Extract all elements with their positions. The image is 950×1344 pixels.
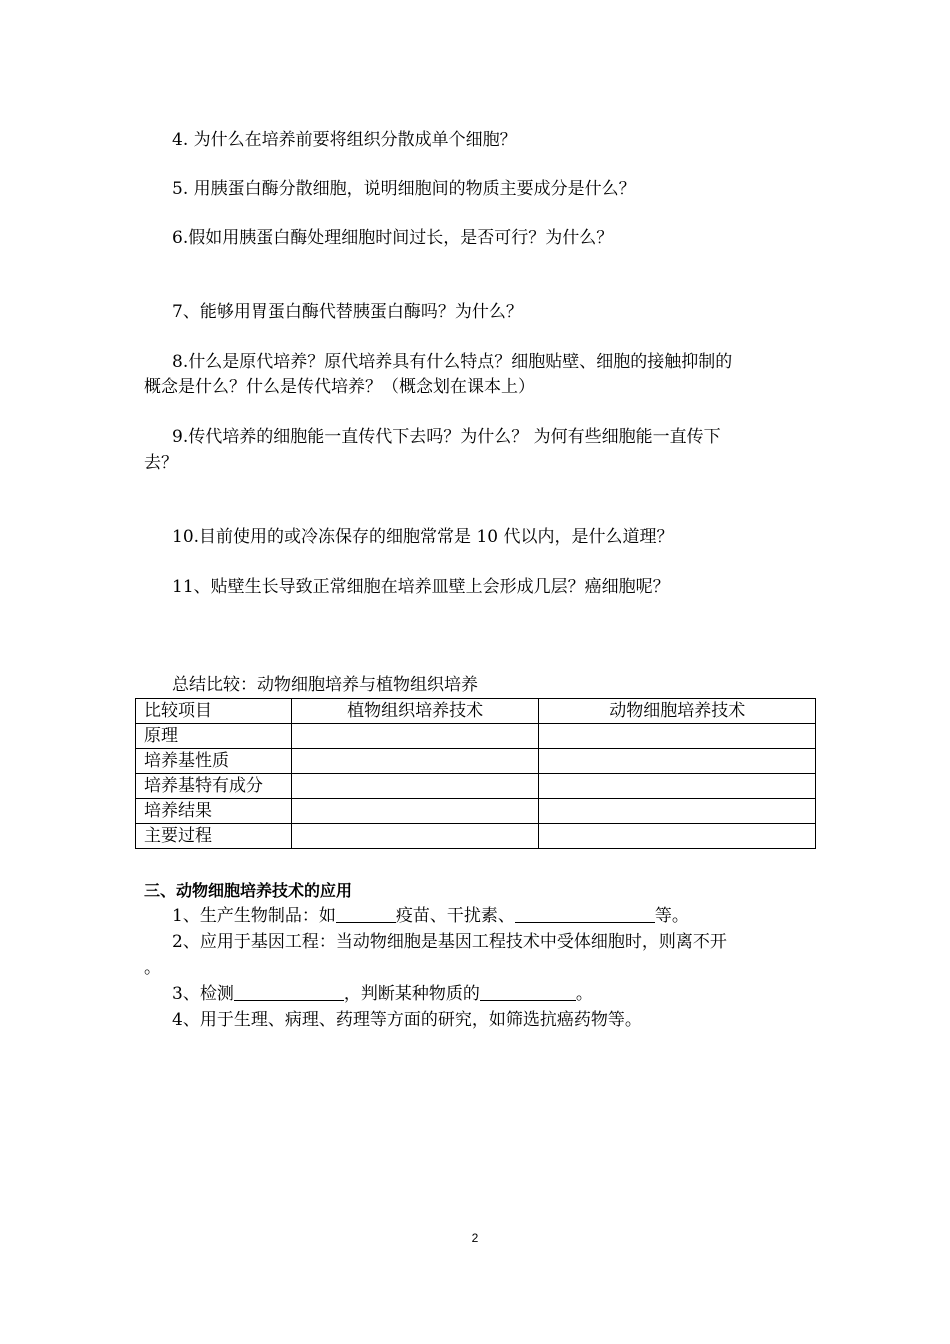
item1-text-b: 疫苗、干扰素、 xyxy=(395,906,515,926)
item1-text-a: 1、生产生物制品：如 xyxy=(172,906,336,926)
blank-cell[interactable] xyxy=(291,799,539,824)
application-item-3 xyxy=(172,984,593,1004)
question-5: 5. 用胰蛋白酶分散细胞，说明细胞间的物质主要成分是什么？ xyxy=(172,179,636,199)
blank-cell[interactable] xyxy=(539,774,816,799)
question-9-line2: 去？ xyxy=(144,453,178,473)
question-4: 4. 为什么在培养前要将组织分散成单个细胞？ xyxy=(172,130,517,150)
blank-cell[interactable] xyxy=(539,799,816,824)
table-header-cell: 植物组织培养技术 xyxy=(291,699,539,724)
item1-text-c: 等。 xyxy=(654,906,689,926)
blank-cell[interactable] xyxy=(539,824,816,849)
question-11: 11、贴壁生长导致正常细胞在培养皿壁上会形成几层？癌细胞呢？ xyxy=(172,577,670,597)
blank-cell[interactable] xyxy=(291,749,539,774)
comparison-caption: 总结比较：动物细胞培养与植物组织培养 xyxy=(172,675,478,695)
application-item-1 xyxy=(172,906,689,926)
table-row xyxy=(136,799,816,824)
item3-text-c: 。 xyxy=(575,984,593,1004)
table-header-cell: 比较项目 xyxy=(136,699,292,724)
application-item-2-line2: 。 xyxy=(144,958,161,978)
blank-cell[interactable] xyxy=(539,724,816,749)
table-row xyxy=(136,774,816,799)
blank-cell[interactable] xyxy=(291,774,539,799)
fill-blank[interactable] xyxy=(515,906,655,923)
page-number: 2 xyxy=(471,1231,479,1245)
fill-blank[interactable] xyxy=(234,984,344,1001)
section-heading: 三、动物细胞培养技术的应用 xyxy=(144,881,353,900)
table-header-row xyxy=(136,699,816,724)
question-7: 7、能够用胃蛋白酶代替胰蛋白酶吗？为什么？ xyxy=(172,302,523,322)
blank-cell[interactable] xyxy=(539,749,816,774)
row-label: 培养基特有成分 xyxy=(136,774,292,799)
fill-blank[interactable] xyxy=(480,984,576,1001)
comparison-table xyxy=(135,698,816,849)
table-row xyxy=(136,749,816,774)
fill-blank[interactable] xyxy=(336,906,396,923)
application-item-4: 4、用于生理、病理、药理等方面的研究，如筛选抗癌药物等。 xyxy=(172,1010,642,1030)
table-row xyxy=(136,724,816,749)
table-row xyxy=(136,824,816,849)
row-label: 原理 xyxy=(136,724,292,749)
table-header-cell: 动物细胞培养技术 xyxy=(539,699,816,724)
item3-text-a: 3、检测 xyxy=(172,984,234,1004)
blank-cell[interactable] xyxy=(291,824,539,849)
blank-cell[interactable] xyxy=(291,724,539,749)
row-label: 培养结果 xyxy=(136,799,292,824)
question-9-line1: 9.传代培养的细胞能一直传代下去吗？为什么？ 为何有些细胞能一直传下 xyxy=(172,427,721,447)
row-label: 主要过程 xyxy=(136,824,292,849)
application-item-2-line1: 2、应用于基因工程：当动物细胞是基因工程技术中受体细胞时，则离不开 xyxy=(172,932,727,952)
question-8-line2: 概念是什么？什么是传代培养？（概念划在课本上） xyxy=(144,377,535,397)
question-8-line1: 8.什么是原代培养？原代培养具有什么特点？细胞贴壁、细胞的接触抑制的 xyxy=(172,352,733,372)
row-label: 培养基性质 xyxy=(136,749,292,774)
item3-text-b: ，判断某种物质的 xyxy=(343,984,480,1004)
question-10: 10.目前使用的或冷冻保存的细胞常常是 10 代以内，是什么道理？ xyxy=(172,527,674,547)
question-6: 6.假如用胰蛋白酶处理细胞时间过长，是否可行？为什么？ xyxy=(172,228,614,248)
